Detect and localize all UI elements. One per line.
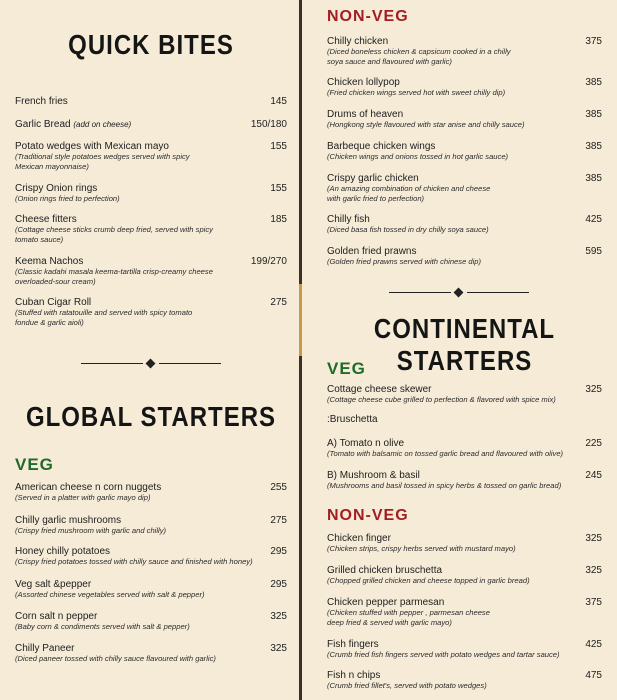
item-price: 295 — [270, 579, 287, 590]
menu-item — [327, 639, 602, 660]
item-price: 275 — [270, 515, 287, 526]
item-name: Cuban Cigar Roll — [15, 297, 92, 308]
menu-item — [327, 470, 602, 491]
item-name: Grilled chicken bruschetta — [327, 565, 443, 576]
item-price: 185 — [270, 214, 287, 225]
item-description: (Chicken wings and onions tossed in hot garlic sauce) — [327, 152, 509, 161]
bruschetta-label: :Bruschetta — [327, 414, 378, 425]
item-note: (add on cheese) — [73, 120, 132, 129]
item-description: (Traditional style potatoes wedges served with spicy Mexican mayonnaise) — [15, 152, 190, 171]
item-price: 295 — [270, 546, 287, 557]
veg-label: VEG — [15, 455, 54, 474]
item-name-row — [15, 119, 287, 130]
item-name: Fish n chips — [327, 670, 381, 681]
item-price: 145 — [270, 96, 287, 107]
menu-item — [327, 141, 602, 162]
item-price: 425 — [585, 639, 602, 650]
section-ornament — [389, 288, 529, 298]
item-price: 425 — [585, 214, 602, 225]
menu-item — [15, 214, 287, 244]
item-name: Chicken pepper parmesan — [327, 597, 445, 608]
item-description: (Fried chicken wings served hot with sweet chilly dip) — [327, 88, 506, 97]
section-ornament — [81, 359, 221, 369]
item-description: (Stuffed with ratatouille and served with spicy tomato fondue & garlic aioli) — [15, 308, 193, 327]
item-description: (Chopped grilled chicken and cheese topped in garlic bread) — [327, 576, 530, 585]
item-name: Drums of heaven — [327, 109, 404, 120]
item-name: B) Mushroom & basil — [327, 470, 420, 481]
menu-item — [327, 36, 602, 66]
item-description: (Chicken stuffed with pepper , parmesan cheese deep fried & served with garlic mayo) — [327, 608, 490, 627]
menu-item — [15, 96, 287, 107]
column-divider — [299, 0, 302, 700]
menu-item — [15, 297, 287, 327]
item-description: (Diced paneer tossed with chilly sauce flavoured with garlic) — [15, 654, 216, 663]
item-name: Crispy garlic chicken — [327, 173, 419, 184]
ornament-line — [467, 292, 529, 293]
item-price: 325 — [585, 533, 602, 544]
ornament-diamond — [454, 288, 464, 298]
menu-item — [327, 173, 602, 203]
item-price: 225 — [585, 438, 602, 449]
menu-item — [15, 579, 287, 600]
item-description: (Served in a platter with garlic mayo dip) — [15, 493, 151, 502]
item-price: 150/180 — [250, 119, 287, 130]
quick-bites-title: QUICK BITES — [68, 29, 234, 61]
item-description: (Chicken strips, crispy herbs served with mustard mayo) — [327, 544, 516, 553]
menu-item — [327, 533, 602, 554]
menu-item — [327, 565, 602, 586]
item-name: Chicken lollypop — [327, 77, 400, 88]
continental-starters-title: CONTINENTAL STARTERS — [373, 313, 556, 378]
menu-item — [15, 515, 287, 536]
menu-item — [15, 256, 287, 286]
item-price: 155 — [270, 183, 287, 194]
non-veg-label: NON-VEG — [327, 8, 409, 25]
item-price: 155 — [270, 141, 287, 152]
item-name: American cheese n corn nuggets — [15, 482, 162, 493]
item-price: 255 — [270, 482, 287, 493]
item-price: 325 — [270, 611, 287, 622]
item-description: (Diced basa fish tossed in dry chilly soya sauce) — [327, 225, 489, 234]
menu-item — [15, 141, 287, 171]
item-name: Chilly fish — [327, 214, 370, 225]
item-price: 325 — [585, 565, 602, 576]
item-description: (Crispy fried potatoes tossed with chilly sauce and finished with honey) — [15, 557, 253, 566]
menu-item — [327, 670, 602, 691]
menu-item — [327, 214, 602, 235]
item-price: 385 — [585, 77, 602, 88]
menu-item — [15, 119, 287, 130]
item-name: A) Tomato n olive — [327, 438, 405, 449]
item-description: (Cottage cheese cube grilled to perfection & flavored with spice mix) — [327, 395, 556, 404]
item-description: (Baby corn & condiments served with salt & pepper) — [15, 622, 190, 631]
item-price: 375 — [585, 36, 602, 47]
item-price: 325 — [585, 384, 602, 395]
item-price: 199/270 — [250, 256, 287, 267]
menu-item — [15, 643, 287, 664]
item-name: Potato wedges with Mexican mayo — [15, 141, 169, 152]
ornament-line — [389, 292, 451, 293]
item-name: Chicken finger — [327, 533, 391, 544]
item-name: Fish fingers — [327, 639, 379, 650]
item-name: Veg salt &pepper — [15, 579, 92, 590]
item-price: 385 — [585, 141, 602, 152]
item-description: (Mushrooms and basil tossed in spicy herbs & tossed on garlic bread) — [327, 481, 562, 490]
item-price: 595 — [585, 246, 602, 257]
left-column — [15, 0, 287, 700]
veg-label: VEG — [327, 359, 366, 378]
menu-item — [327, 246, 602, 267]
item-description: (Hongkong style flavoured with star anise and chilly sauce) — [327, 120, 525, 129]
item-description: (Crumb fried fish fingers served with potato wedges and tartar sauce) — [327, 650, 560, 659]
menu-item — [15, 546, 287, 567]
item-description: (Golden fried prawns served with chinese dip) — [327, 257, 482, 266]
item-name: French fries — [15, 96, 68, 107]
item-price: 475 — [585, 670, 602, 681]
item-name: Barbeque chicken wings — [327, 141, 436, 152]
menu-item — [327, 384, 602, 405]
item-price: 375 — [585, 597, 602, 608]
item-description: (Tomato with balsamic on tossed garlic bread and flavoured with olive) — [327, 449, 564, 458]
item-name: Garlic Bread — [15, 119, 71, 130]
item-description: (Crumb fried fillet's, served with potato wedges) — [327, 681, 487, 690]
menu-item — [15, 611, 287, 632]
item-name: Golden fried prawns — [327, 246, 417, 257]
menu-item — [15, 482, 287, 503]
item-name: Chilly garlic mushrooms — [15, 515, 122, 526]
ornament-line — [159, 363, 221, 364]
global-starters-title: GLOBAL STARTERS — [25, 401, 277, 433]
menu-item — [327, 109, 602, 130]
menu-item — [327, 597, 602, 627]
ornament-line — [81, 363, 143, 364]
item-description: (Cottage cheese sticks crumb deep fried, served with spicy tomato sauce) — [15, 225, 213, 244]
ornament-diamond — [146, 359, 156, 369]
menu-item — [15, 183, 287, 204]
menu-item — [327, 77, 602, 98]
right-column — [327, 0, 602, 700]
non-veg-label: NON-VEG — [327, 507, 409, 524]
item-description: (An amazing combination of chicken and cheese with garlic fried to perfection) — [327, 184, 491, 203]
item-name: Chilly Paneer — [15, 643, 75, 654]
item-description: (Assorted chinese vegetables served with salt & pepper) — [15, 590, 205, 599]
item-description: (Crispy fried mushroom with garlic and chilly) — [15, 526, 167, 535]
divider-accent — [299, 284, 302, 356]
item-description: (Classic kadahi masala keema-tartilla crisp-creamy cheese overloaded-sour cream) — [15, 267, 213, 286]
item-name: Cottage cheese skewer — [327, 384, 432, 395]
item-name: Keema Nachos — [15, 256, 84, 267]
item-name: Cheese fitters — [15, 214, 77, 225]
item-name: Corn salt n pepper — [15, 611, 98, 622]
item-price: 275 — [270, 297, 287, 308]
item-price: 325 — [270, 643, 287, 654]
menu-item — [327, 438, 602, 459]
item-name: Honey chilly potatoes — [15, 546, 111, 557]
item-name: Crispy Onion rings — [15, 183, 98, 194]
item-name: Chilly chicken — [327, 36, 389, 47]
item-price: 385 — [585, 173, 602, 184]
item-description: (Onion rings fried to perfection) — [15, 194, 120, 203]
item-price: 385 — [585, 109, 602, 120]
item-price: 245 — [585, 470, 602, 481]
item-description: (Diced boneless chicken & capsicum cooked in a chilly soya sauce and flavoured with garlic) — [327, 47, 511, 66]
